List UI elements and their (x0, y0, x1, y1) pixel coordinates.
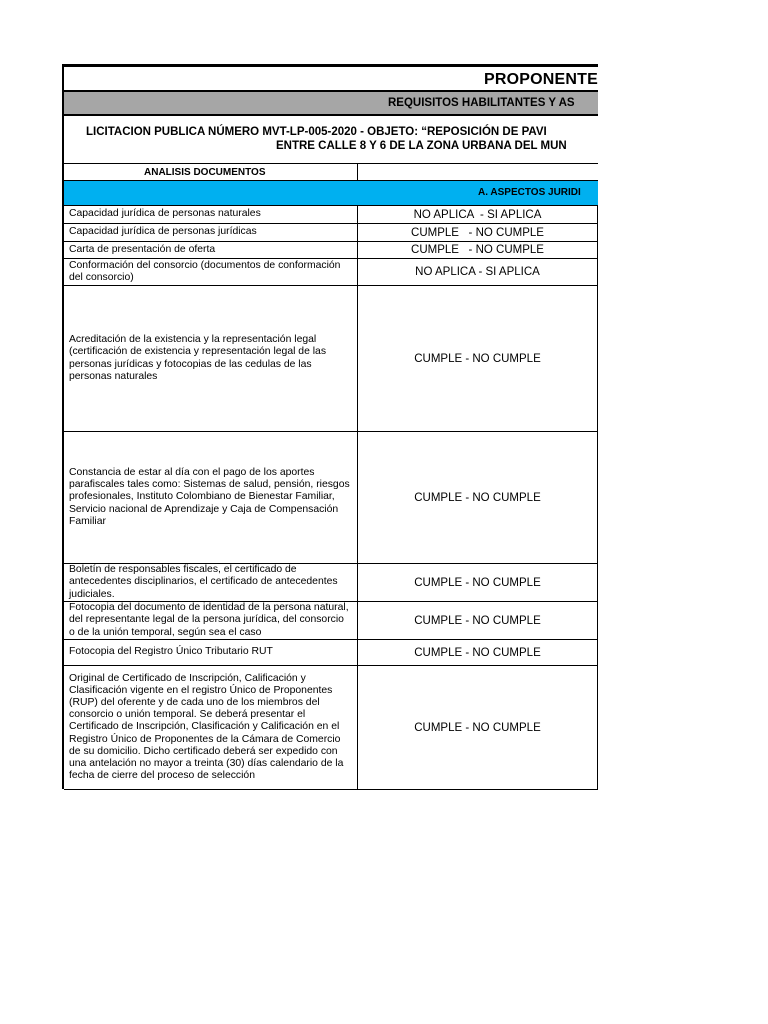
section-label: A. ASPECTOS JURIDI (478, 187, 581, 198)
objeto-line-1: LICITACION PUBLICA NÚMERO MVT-LP-005-2020 - OBJETO: “REPOSICIÓN DE PAVI (86, 126, 547, 138)
column-header-label: ANALISIS DOCUMENTOS (144, 167, 266, 178)
section-header (64, 181, 598, 206)
status-cell: CUMPLE - NO CUMPLE (358, 602, 598, 640)
requirement-cell: Boletín de responsables fiscales, el certificado de antecedentes disciplinarios, el certificado de antecedentes judiciales. (64, 564, 358, 602)
status-cell: NO APLICA - SI APLICA (358, 206, 598, 224)
subtitle-row (64, 92, 598, 116)
status-cell: CUMPLE - NO CUMPLE (358, 224, 598, 242)
requirement-cell: Original de Certificado de Inscripción, Calificación y Clasificación vigente en el registro Único de Proponentes (RUP) del oferente y de cada uno de los miembros del consorcio o unión temporal. Se deberá presentar el Certificado de Inscripción, Clasificación y Calificación en el Registro Único de Proponentes de la Cámara de Comercio de su domicilio. Dicho certificado deberá ser expedido con una antelación no mayor a treinta (30) días calendario de la fecha de cierre del proceso de selección (64, 666, 358, 790)
table-row (64, 259, 598, 286)
column-header-analisis (64, 164, 358, 181)
table-row (64, 242, 598, 259)
requirement-cell: Conformación del consorcio (documentos de conformación del consorcio) (64, 259, 358, 286)
requirement-cell: Carta de presentación de oferta (64, 242, 358, 259)
status-cell: CUMPLE - NO CUMPLE (358, 286, 598, 432)
title-row (64, 67, 598, 92)
requirement-cell: Acreditación de la existencia y la representación legal (certificación de existencia y representación legal de las personas jurídicas y fotocopias de las cedulas de las personas naturales (64, 286, 358, 432)
requirement-cell: Fotocopia del documento de identidad de la persona natural, del representante legal de la persona jurídica, del consorcio o de la unión temporal, según sea el caso (64, 602, 358, 640)
table-row (64, 666, 598, 790)
page-title: PROPONENTE (484, 71, 599, 88)
table-row (64, 206, 598, 224)
requirement-cell: Capacidad jurídica de personas jurídicas (64, 224, 358, 242)
table-row (64, 432, 598, 564)
status-cell: CUMPLE - NO CUMPLE (358, 564, 598, 602)
objeto-row (64, 116, 598, 164)
table-row (64, 286, 598, 432)
table-row (64, 640, 598, 666)
column-header-empty (358, 164, 598, 181)
table-row (64, 602, 598, 640)
page-subtitle: REQUISITOS HABILITANTES Y AS (388, 97, 575, 109)
requirement-cell: Fotocopia del Registro Único Tributario RUT (64, 640, 358, 666)
requirement-cell: Constancia de estar al día con el pago de los aportes parafiscales tales como: Sistemas de salud, pensión, riesgos profesionales, Instituto Colombiano de Bienestar Familiar, Servicio nacional de Aprendizaje y Caja de Compensación Familiar (64, 432, 358, 564)
table-row (64, 224, 598, 242)
status-cell: CUMPLE - NO CUMPLE (358, 432, 598, 564)
table-row (64, 564, 598, 602)
requirements-table (64, 206, 598, 790)
status-cell: CUMPLE - NO CUMPLE (358, 242, 598, 259)
status-cell: CUMPLE - NO CUMPLE (358, 666, 598, 790)
spreadsheet (62, 64, 598, 789)
status-cell: NO APLICA - SI APLICA (358, 259, 598, 286)
objeto-line-2: ENTRE CALLE 8 Y 6 DE LA ZONA URBANA DEL MUN (276, 140, 567, 152)
status-cell: CUMPLE - NO CUMPLE (358, 640, 598, 666)
requirement-cell: Capacidad jurídica de personas naturales (64, 206, 358, 224)
